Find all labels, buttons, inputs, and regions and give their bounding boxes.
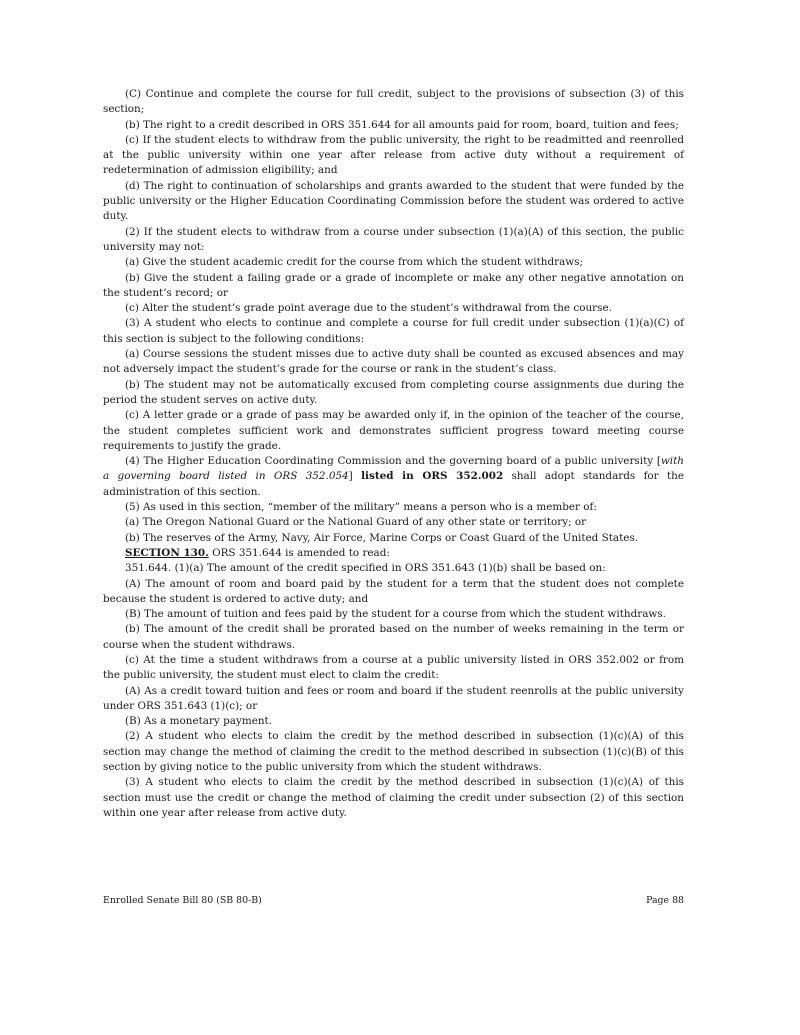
page-number: Page 88: [646, 895, 684, 906]
paragraph: (3) A student who elects to claim the credit by the method described in subsection (1)(c)(A) of this section must use the credit or change the method of claiming the credit under subsection (2) of this section within one year after release from active duty.: [103, 776, 684, 819]
paragraph: 351.644. (1)(a) The amount of the credit specified in ORS 351.643 (1)(b) shall be based on:: [125, 562, 606, 575]
paragraph: (2) A student who elects to claim the credit by the method described in subsection (1)(c)(A) of this section may change the method of claiming the credit to the method described in subsection (1)(c)(B) of this section by giving notice to the public university from which the student withdraws.: [103, 730, 684, 774]
added-text: listed in ORS 352.002: [361, 470, 504, 483]
para4-text: ]: [348, 470, 362, 483]
deleted-text: with a governing board listed in ORS 352.054: [103, 455, 684, 483]
paragraph: (A) As a credit toward tuition and fees or room and board if the student reenrolls at the public university under ORS 351.643 (1)(c); or: [103, 684, 684, 712]
paragraph: (b) The right to a credit described in ORS 351.644 for all amounts paid for room, board, tuition and fees;: [125, 118, 679, 131]
paragraph: (a) Course sessions the student misses due to active duty shall be counted as excused absences and may not adversely impact the student’s grade for the course or rank in the student’s class.: [103, 348, 684, 376]
paragraph: (B) As a monetary payment.: [125, 715, 273, 728]
section-heading: SECTION 130.: [125, 546, 209, 559]
paragraph: (5) As used in this section, “member of the military” means a person who is a member of:: [125, 501, 597, 514]
paragraph: (b) Give the student a failing grade or a grade of incomplete or make any other negative annotation on the student’s record; or: [103, 271, 684, 299]
section-paragraph: [103, 546, 684, 561]
paragraph: (a) The Oregon National Guard or the National Guard of any other state or territory; or: [125, 516, 587, 529]
section-text: ORS 351.644 is amended to read:: [208, 546, 390, 559]
paragraph: (3) A student who elects to continue and complete a course for full credit under subsection (1)(a)(C) of this section is subject to the following conditions:: [103, 317, 684, 345]
paragraph: (B) The amount of tuition and fees paid by the student for a course from which the student withdraws.: [125, 608, 666, 621]
paragraph: (c) If the student elects to withdraw from the public university, the right to be readmitted and reenrolled at the public university within one year after release from active duty without a requirement of redetermination of admission eligibility; and: [103, 133, 684, 177]
paragraph: (c) At the time a student withdraws from a course at a public university listed in ORS 352.002 or from the public university, the student must elect to claim the credit:: [103, 653, 684, 682]
para4-text: shall adopt standards for the administration of this section.: [103, 470, 685, 498]
paragraph: (a) Give the student academic credit for the course from which the student withdraws;: [125, 256, 584, 269]
paragraph: (b) The amount of the credit shall be prorated based on the number of weeks remaining in the term or course when the student withdraws.: [103, 623, 684, 651]
para4-text: (4) The Higher Education Coordinating Commission and the governing board of a public university [: [125, 455, 661, 468]
document-body: [103, 87, 684, 821]
paragraph-amended: [103, 454, 684, 500]
paragraph: (b) The student may not be automatically excused from completing course assignments due during the period the student serves on active duty.: [103, 378, 684, 406]
paragraph: (c) A letter grade or a grade of pass may be awarded only if, in the opinion of the teacher of the course, the student completes sufficient work and demonstrates sufficient progress toward meeting course requirements to justify the grade.: [103, 409, 684, 452]
paragraph: (c) Alter the student’s grade point average due to the student’s withdrawal from the course.: [125, 302, 612, 315]
bill-title: Enrolled Senate Bill 80 (SB 80-B): [103, 895, 262, 906]
paragraph: (b) The reserves of the Army, Navy, Air Force, Marine Corps or Coast Guard of the United States.: [125, 531, 639, 544]
page-footer: [103, 895, 684, 906]
paragraph: (d) The right to continuation of scholarships and grants awarded to the student that were funded by the public university or the Higher Education Coordinating Commission before the student was ordered to active duty.: [103, 179, 684, 223]
paragraph: (2) If the student elects to withdraw from a course under subsection (1)(a)(A) of this section, the public university may not:: [103, 225, 684, 253]
paragraph: (A) The amount of room and board paid by the student for a term that the student does not complete because the student is ordered to active duty; and: [103, 577, 684, 605]
paragraph: (C) Continue and complete the course for full credit, subject to the provisions of subsection (3) of this section;: [103, 88, 684, 116]
